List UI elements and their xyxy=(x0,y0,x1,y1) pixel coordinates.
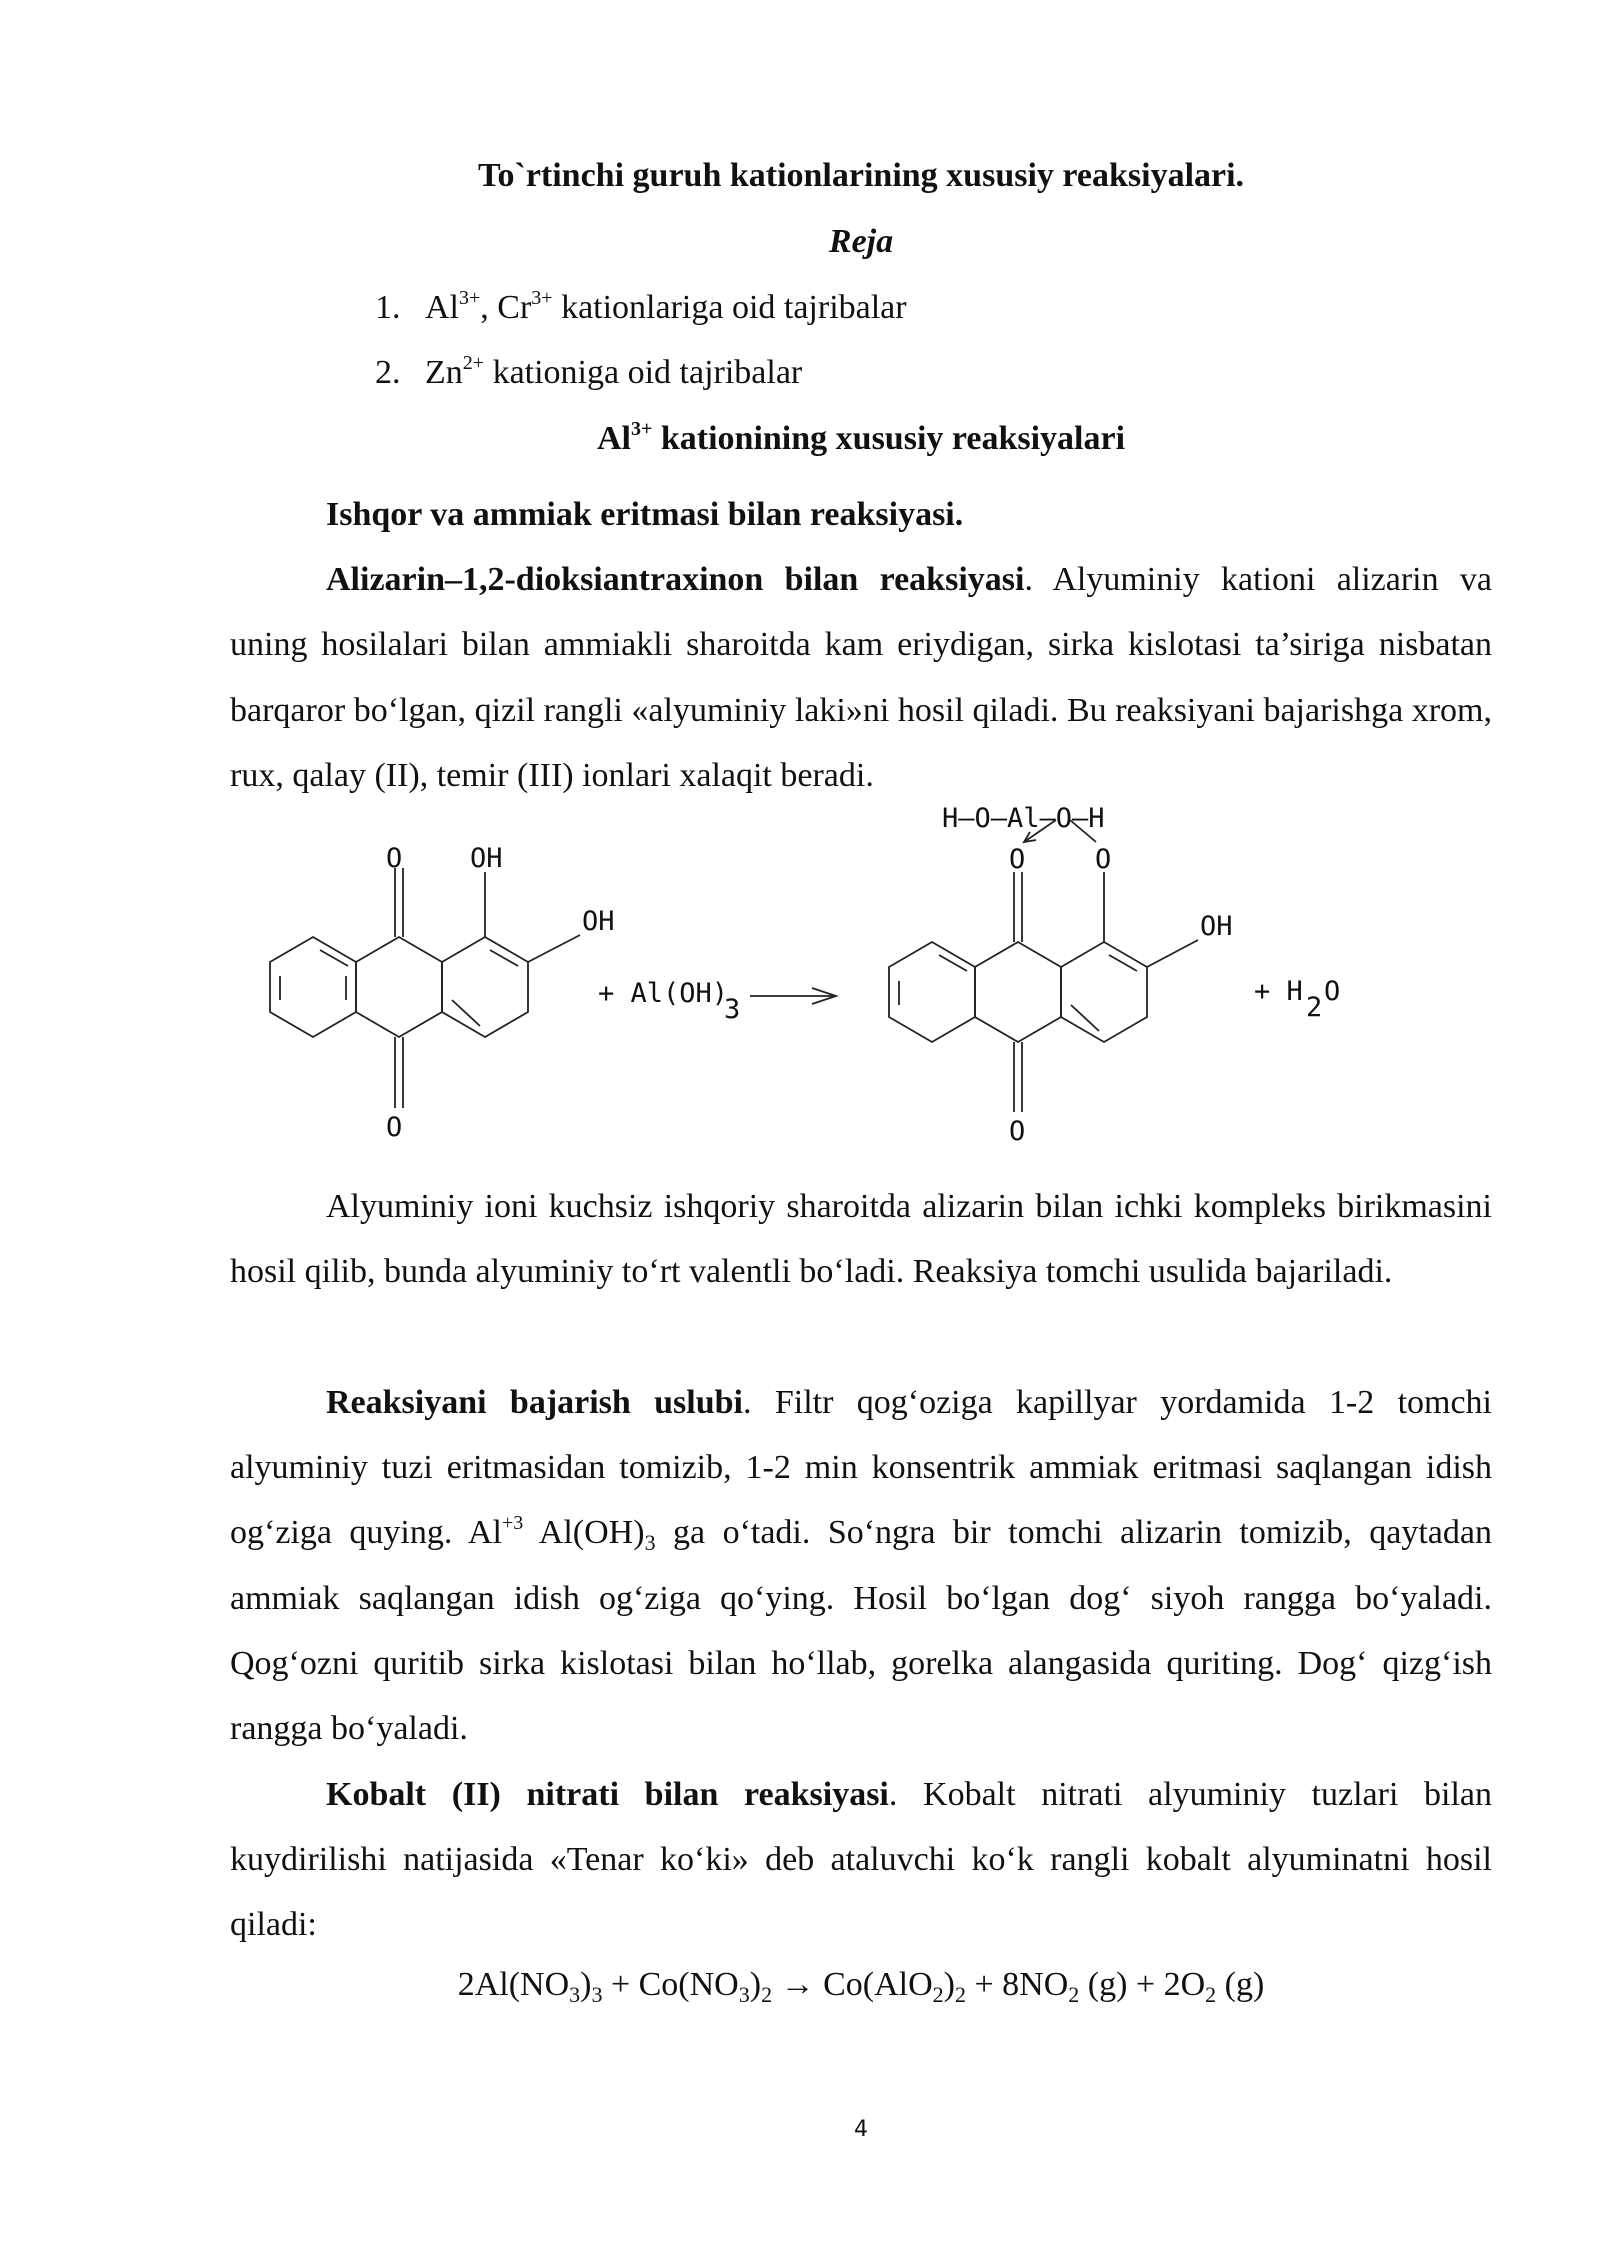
paragraph-lead: Kobalt (II) nitrati bilan reaksiyasi xyxy=(326,1776,889,1813)
product-label: + H xyxy=(1254,976,1303,1007)
paragraph-alizarin xyxy=(230,547,1492,808)
paragraph-text: ga o‘tadi. So‘ngra bir tomchi alizarin tomizib, qaytadan ammiak saqlangan idish og‘ziga qo‘ying. Hosil bo‘lgan dog‘ siyoh rangga bo‘yaladi. Qog‘ozni quritib sirka kislotasi bilan ho‘llab, gorelka alangasida quriting. Dog‘ qizg‘ish rangga bo‘yaladi. xyxy=(230,1514,1492,1748)
body-block-3 xyxy=(230,1370,1492,1761)
formula-part: 2Al(NO xyxy=(457,1966,570,2003)
body-block-4 xyxy=(230,1762,1492,1958)
section-heading-text: kationining xususiy reaksiyalari xyxy=(652,420,1126,457)
paragraph-text: . Kobalt nitrati alyuminiy tuzlari bilan kuydirilishi natijasida «Tenar ko‘ki» deb ataluvchi ko‘k rangli kobalt alyuminatni hosil qiladi: xyxy=(230,1776,1493,1944)
reagent-subscript: 3 xyxy=(724,994,741,1025)
ion-charge: 3+ xyxy=(459,287,481,309)
formula-part: ) xyxy=(943,1966,955,2003)
ion-label: Al xyxy=(596,420,631,457)
central-ring xyxy=(975,942,1061,1042)
hydroxyl-label: OH xyxy=(470,843,503,874)
coordinated-oxygen-label: O xyxy=(1009,844,1026,875)
alizarin-reaction-scheme xyxy=(0,790,1600,1170)
formula-subscript: 2 xyxy=(954,1982,966,2007)
section-heading xyxy=(0,417,1600,461)
body-block-2 xyxy=(230,1174,1492,1304)
plan-item-text: kationiga oid tajribalar xyxy=(484,354,803,391)
formula-part: ) xyxy=(580,1966,592,2003)
substituted-ring xyxy=(1061,942,1147,1042)
plan-item-2 xyxy=(375,351,802,395)
formula-subscript: 3 xyxy=(591,1982,603,2007)
formula-subscript: 3 xyxy=(738,1982,750,2007)
formula-subscript: 2 xyxy=(1205,1982,1217,2007)
ion-charge: 2+ xyxy=(462,352,485,374)
benzene-ring xyxy=(270,937,356,1037)
paragraph-text: . Filtr qog‘oziga kapillyar yordamida 1-2 tomchi alyuminiy tuzi eritmasidan tomizib, 1-2 min konsentrik ammiak eritmasi saqlangan idish og‘ziga quying. Al xyxy=(230,1384,1492,1552)
product-subscript: 2 xyxy=(1306,992,1323,1023)
formula-subscript: 2 xyxy=(761,1982,773,2007)
carbonyl-oxygen-label: O xyxy=(386,1112,403,1143)
formula-subscript: 2 xyxy=(1068,1982,1080,2007)
paragraph-lead: Reaksiyani bajarish uslubi xyxy=(326,1384,744,1421)
formula-part: + 8NO xyxy=(965,1966,1069,2003)
page-title: To`rtinchi guruh kationlarining xususiy reaksiyalari. xyxy=(477,157,1245,194)
benzene-ring xyxy=(889,942,975,1042)
ion-charge: 3+ xyxy=(630,418,653,440)
paragraph-lead: Alizarin–1,2-dioksiantraxinon bilan reaksiyasi xyxy=(326,561,1025,599)
paragraph-method xyxy=(230,1370,1492,1761)
formula-subscript: 3 xyxy=(569,1982,581,2007)
sub-heading: Ishqor va ammiak eritmasi bilan reaksiyasi. xyxy=(326,496,964,533)
formula-part: ) xyxy=(749,1966,762,2003)
coordinated-oxygen-label: O xyxy=(1095,844,1112,875)
ion-charge: 3+ xyxy=(531,287,553,309)
formula-part: Co(AlO xyxy=(823,1966,933,2003)
plan-item-number: 1. xyxy=(375,289,401,326)
reaction-arrow: → xyxy=(772,1966,824,2003)
formula-part: (g) xyxy=(1216,1966,1265,2003)
central-ring xyxy=(356,937,442,1037)
paragraph-text: . Alyuminiy kationi alizarin va uning hosilalari bilan ammiakli sharoitda kam eriydigan, sirka kislotasi ta’siriga nisbatan barqaror bo‘lgan, qizil rangli «alyuminiy laki»ni hosil qiladi. Bu reaksiyani bajarishga xrom, rux, qalay (II), temir (III) ionlari xalaqit beradi. xyxy=(230,561,1492,794)
product-label-tail: O xyxy=(1324,976,1341,1007)
reagent-label: + Al(OH) xyxy=(598,978,729,1009)
hydroxyl-label: OH xyxy=(582,906,615,937)
paragraph-cobalt xyxy=(230,1762,1492,1958)
formula-subscript: 2 xyxy=(932,1982,944,2007)
aluminium-complex-label: H—O—Al—O—H xyxy=(942,803,1105,834)
ion-charge: +3 xyxy=(501,1512,524,1535)
formula-part: + Co(NO xyxy=(602,1966,739,2003)
plan-item-number: 2. xyxy=(375,354,401,391)
formula-part: (g) + 2O xyxy=(1079,1966,1206,2003)
body-block-1 xyxy=(230,482,1492,808)
paragraph-complex: Alyuminiy ioni kuchsiz ishqoriy sharoitda alizarin bilan ichki kompleks birikmasini hosil qilib, bunda alyuminiy to‘rt valentli bo‘ladi. Reaksiya tomchi usulida bajariladi. xyxy=(230,1188,1492,1291)
formula-subscript: 3 xyxy=(644,1530,656,1556)
page-number: 4 xyxy=(854,2117,868,2142)
ion-label: Al xyxy=(425,289,459,326)
carbonyl-oxygen-label: O xyxy=(1009,1116,1026,1147)
hydroxyl-label: OH xyxy=(1200,911,1233,942)
ion-label: Cr xyxy=(497,289,532,326)
paragraph-text: Al(OH) xyxy=(523,1514,645,1552)
chemical-equation xyxy=(0,1963,1600,2007)
substituted-ring xyxy=(442,937,528,1037)
carbonyl-oxygen-label: O xyxy=(386,843,403,874)
separator: , xyxy=(480,289,498,326)
plan-heading: Reja xyxy=(828,223,894,260)
ion-label: Zn xyxy=(425,354,463,391)
plan-item-1 xyxy=(375,286,907,330)
plan-item-text: kationlariga oid tajribalar xyxy=(552,289,907,326)
